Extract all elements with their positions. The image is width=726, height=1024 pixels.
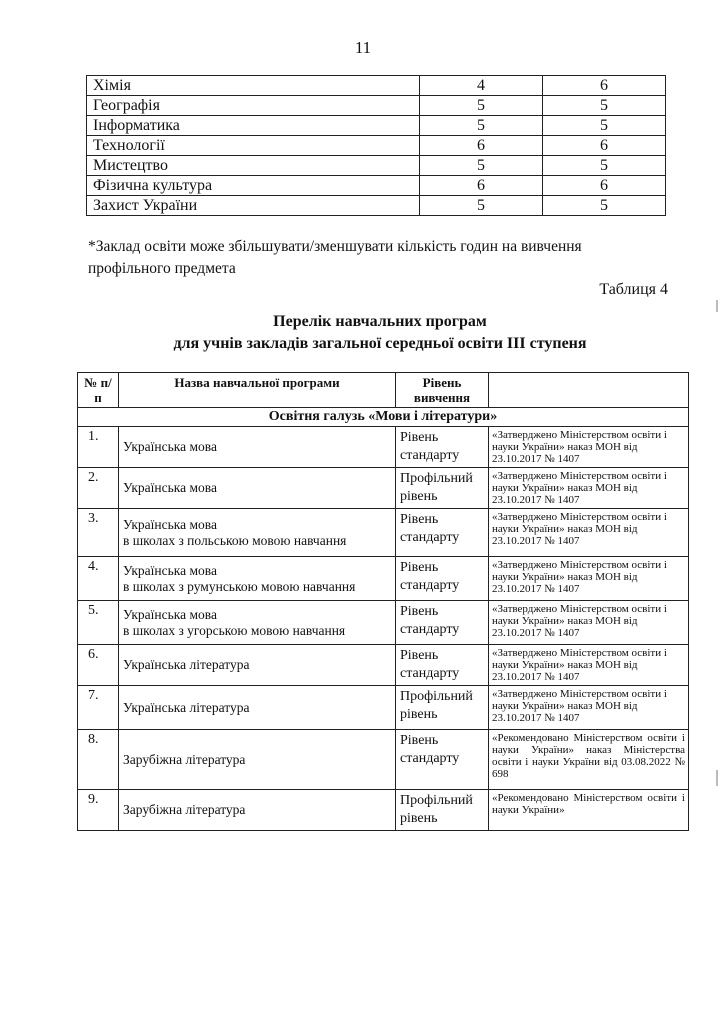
table-row	[78, 468, 689, 509]
program-name	[119, 427, 396, 468]
approval-document: «Рекомендовано Міністерством освіти і науки України»	[489, 790, 689, 831]
table-row	[87, 156, 666, 176]
table-row	[78, 601, 689, 645]
hours-cell: 5	[543, 196, 666, 216]
subject-cell: Хімія	[87, 76, 420, 96]
program-name-line: Зарубіжна література	[123, 751, 246, 767]
row-number: 3.	[78, 509, 119, 557]
study-level: Профільний рівень	[396, 468, 489, 509]
page-number: 11	[354, 38, 372, 57]
study-level: Рівень стандарту	[396, 509, 489, 557]
program-name-line: Українська мова	[123, 562, 217, 578]
program-name	[119, 645, 396, 686]
study-level: Профільний рівень	[396, 790, 489, 831]
footnote: *Заклад освіти може збільшувати/зменшувати кількість годин на вивчення профільного предмета	[88, 238, 582, 277]
approval-document: «Рекомендовано Міністерством освіти і науки України» наказ Міністерства освіти і науки України від 03.08.2022 № 698	[489, 730, 689, 790]
header-name: Назва навчальної програми	[119, 373, 396, 408]
program-name-line: Українська література	[123, 699, 250, 715]
table-row	[87, 76, 666, 96]
hours-cell: 6	[420, 136, 543, 156]
header-num: № п/п	[78, 373, 119, 408]
program-name	[119, 730, 396, 790]
program-name-line: Українська мова	[123, 439, 217, 454]
program-name-line: Українська мова	[123, 480, 217, 495]
table-title-line2: для учнів закладів загальної середньої освіти III ступеня	[173, 335, 587, 352]
study-level: Рівень стандарту	[396, 645, 489, 686]
header-level: Рівень вивчення	[396, 373, 489, 408]
row-number: 8.	[78, 730, 119, 790]
program-name	[119, 509, 396, 557]
subject-cell: Фізична культура	[87, 176, 420, 196]
approval-document: «Затверджено Міністерством освіти і науки України» наказ МОН від 23.10.2017 № 1407	[489, 686, 689, 730]
table-row	[78, 686, 689, 730]
hours-cell: 5	[543, 156, 666, 176]
scan-mark	[716, 770, 718, 786]
program-name-qualifier: в школах з угорською мовою навчання	[123, 622, 346, 638]
hours-cell: 6	[543, 136, 666, 156]
row-number: 7.	[78, 686, 119, 730]
table-row	[78, 645, 689, 686]
program-name	[119, 790, 396, 831]
hours-cell: 6	[543, 76, 666, 96]
subject-cell: Захист України	[87, 196, 420, 216]
program-name-line: Зарубіжна література	[123, 802, 246, 817]
hours-cell: 6	[420, 176, 543, 196]
hours-cell: 5	[420, 116, 543, 136]
program-name	[119, 601, 396, 645]
scan-mark	[716, 300, 718, 312]
table-row	[87, 176, 666, 196]
approval-document: «Затверджено Міністерством освіти і науки України» наказ МОН від 23.10.2017 № 1407	[489, 557, 689, 601]
hours-table	[86, 75, 666, 216]
hours-cell: 5	[543, 96, 666, 116]
table-title-line1: Перелік навчальних програм	[273, 313, 487, 330]
program-name-qualifier: в школах з румунською мовою навчання	[123, 578, 356, 594]
study-level: Профільний рівень	[396, 686, 489, 730]
table-row	[87, 96, 666, 116]
study-level: Рівень стандарту	[396, 427, 489, 468]
table-row	[78, 790, 689, 831]
program-name-qualifier: в школах з польською мовою навчання	[123, 532, 347, 548]
approval-document: «Затверджено Міністерством освіти і науки України» наказ МОН від 23.10.2017 № 1407	[489, 427, 689, 468]
table-row	[87, 116, 666, 136]
hours-cell: 5	[420, 156, 543, 176]
header-doc	[489, 373, 689, 408]
subject-cell: Інформатика	[87, 116, 420, 136]
subject-cell: Географія	[87, 96, 420, 116]
approval-document: «Затверджено Міністерством освіти і науки України» наказ МОН від 23.10.2017 № 1407	[489, 645, 689, 686]
table-row	[78, 427, 689, 468]
table-row	[78, 730, 689, 790]
table-row	[87, 136, 666, 156]
hours-cell: 5	[420, 196, 543, 216]
program-name-line: Українська література	[123, 657, 250, 672]
hours-cell: 5	[420, 96, 543, 116]
approval-document: «Затверджено Міністерством освіти і науки України» наказ МОН від 23.10.2017 № 1407	[489, 601, 689, 645]
table-row	[78, 509, 689, 557]
row-number: 6.	[78, 645, 119, 686]
program-name-line: Українська мова	[123, 606, 217, 622]
subject-cell: Мистецтво	[87, 156, 420, 176]
table-label: Таблиця 4	[599, 281, 668, 298]
study-level: Рівень стандарту	[396, 730, 489, 790]
study-level: Рівень стандарту	[396, 557, 489, 601]
hours-cell: 4	[420, 76, 543, 96]
table-row	[87, 196, 666, 216]
program-name-line: Українська мова	[123, 516, 217, 532]
program-name	[119, 557, 396, 601]
row-number: 2.	[78, 468, 119, 509]
subject-cell: Технології	[87, 136, 420, 156]
row-number: 9.	[78, 790, 119, 831]
row-number: 4.	[78, 557, 119, 601]
hours-cell: 6	[543, 176, 666, 196]
programs-table	[77, 372, 689, 831]
hours-cell: 5	[543, 116, 666, 136]
row-number: 5.	[78, 601, 119, 645]
program-name	[119, 686, 396, 730]
approval-document: «Затверджено Міністерством освіти і науки України» наказ МОН від 23.10.2017 № 1407	[489, 468, 689, 509]
approval-document: «Затверджено Міністерством освіти і науки України» наказ МОН від 23.10.2017 № 1407	[489, 509, 689, 557]
program-name	[119, 468, 396, 509]
section-header: Освітня галузь «Мови і літератури»	[78, 408, 689, 427]
study-level: Рівень стандарту	[396, 601, 489, 645]
table-row	[78, 557, 689, 601]
row-number: 1.	[78, 427, 119, 468]
